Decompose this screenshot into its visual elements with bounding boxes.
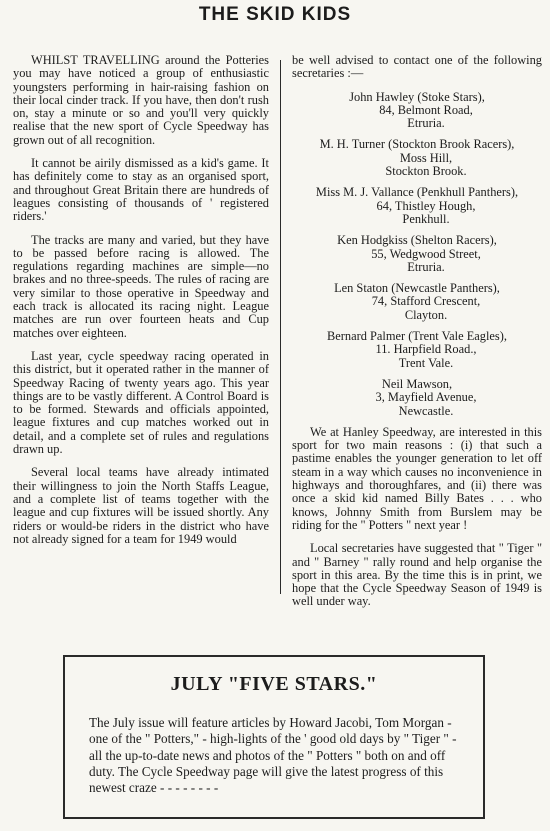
secretary-name: Neil Mawson, [381,376,453,391]
secretary-town: Clayton. [404,307,448,322]
secretary-street: 74, Stafford Crescent, [371,294,481,309]
announcement-text: The July issue will feature articles by Howard Jacobi, Tom Morgan - one of the " Potters," - high-lights of the ' good old days by " Tiger " - all the up-to-date news and photos of the " Potters " both on and off duty. The Cycle Speedway page will give the latest progress of this newest craze - - - - - - - - [89,715,457,796]
paragraph: be well advised to contact one of the following secretaries :— [292,53,542,81]
secretary-address [292,234,542,274]
column-divider [280,60,281,594]
secretary-name: Miss M. J. Vallance (Penkhull Panthers), [315,185,519,200]
secretary-street: 64, Thistley Hough, [376,198,476,213]
secretary-town: Etruria. [407,116,445,131]
secretary-name: John Hawley (Stoke Stars), [349,89,485,104]
secretary-street: 84, Belmont Road, [379,102,473,117]
paragraph: It cannot be airily dismissed as a kid's game. It has definitely come to stay as an organised sport, and throughout Great Britain there are hundreds of leagues consisting of thousands of ' registered riders.' [13,156,269,224]
article-title: THE SKID KIDS [198,4,352,25]
secretary-street: Moss Hill, [399,150,453,165]
secretary-street: 3, Mayfield Avenue, [375,390,477,405]
paragraph: WHILST TRAVELLING around the Potteries you may have noticed a group of enthusiastic youngsters performing in hair-raising fashion on their local cinder track. If you have, then don't rush on, stay a minute or so and you'll very quickly realise that the new sport of Cycle Speedway has grown out of all recognition. [13,53,269,147]
secretary-address [292,330,542,370]
paragraph: Last year, cycle speedway racing operated in this district, but it operated rather in the manner of Speedway Racing of twenty years ago. This year things are to be vastly different. A Control Board is to be formed. Stewards and officials appointed, league fixtures and cup matches worked out in detail, and a complete set of rules and regulations drawn up. [13,348,269,457]
secretary-town: Trent Vale. [398,355,454,370]
secretary-name: Ken Hodgkiss (Shelton Racers), [337,233,497,248]
secretary-street: 55, Wedgwood Street, [371,246,481,261]
paragraph: Several local teams have already intimated their willingness to join the North Staffs League, and a complete list of teams together with the league and cup fixtures will be issued shortly. Any riders or would-be riders in the district who have not already signed for a team for 1949 would [13,465,269,546]
announcement-title: JULY "FIVE STARS." [170,673,378,695]
secretary-town: Etruria. [407,259,445,274]
secretary-town: Newcastle. [398,403,454,418]
secretary-street: 11. Harpfield Road., [375,342,477,357]
secretary-name: Bernard Palmer (Trent Vale Eagles), [327,329,507,344]
secretary-address [292,282,542,322]
announcement-box [63,655,485,819]
paragraph: The tracks are many and varied, but they have to be passed before racing is allowed. The regulations regarding machines are simple—no brakes and no three-speeds. The rules of racing are very similar to those operative in Speedway and each track is allocated its racing night. League matches are run over fourteen heats and Cup matches over eighteen. [13,232,269,340]
secretary-address [292,186,542,226]
left-column [13,54,269,556]
paragraph: Local secretaries have suggested that " Tiger " and " Barney " rally round and help organise the sport in this area. By the time this is in print, we hope that the Cycle Speedway Season of 1949 is well under way. [292,541,542,609]
secretary-address [292,138,542,178]
secretary-town: Stockton Brook. [385,164,467,179]
secretary-address [292,91,542,131]
secretary-name: M. H. Turner (Stockton Brook Racers), [319,137,515,152]
secretary-name: Len Staton (Newcastle Panthers), [334,281,500,296]
paragraph: We at Hanley Speedway, are interested in this sport for two main reasons : (i) that such a pastime enables the younger generation to let off steam in a way which causes no inconvenience in highways and thoroughfares, and (ii) there was once a skid kid named Billy Bates . . . who knows, Johnny Smith from Burslem may be riding for the " Potters " next year ! [292,424,542,532]
secretary-address [292,378,542,418]
secretary-town: Penkhull. [402,211,450,226]
right-column [292,54,542,619]
